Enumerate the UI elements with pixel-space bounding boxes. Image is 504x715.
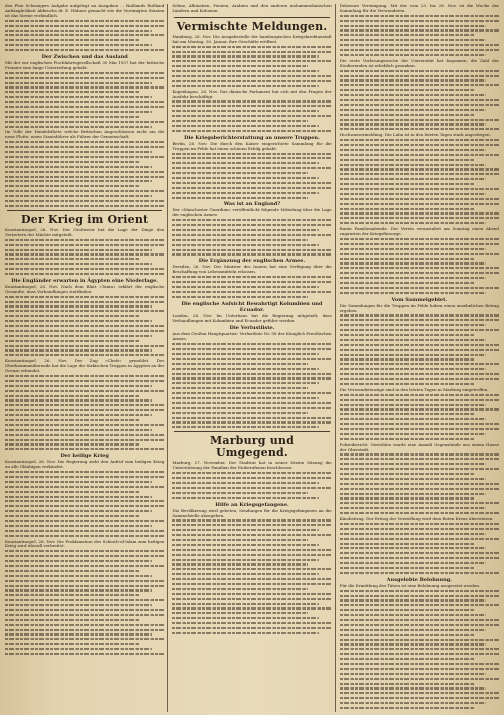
text-block bbox=[172, 100, 331, 131]
article-paragraph: Die erste Vorlesungswoche der Universität hat begonnen; die Zahl der Studierenden ist erheblich gesunken. bbox=[339, 57, 499, 68]
text-block bbox=[172, 219, 331, 255]
text-block bbox=[340, 15, 499, 56]
section-heading: Vom Sammelgebiet. bbox=[391, 296, 448, 303]
article-paragraph: Hochwassermeldung. Die Lahn ist in den letzten Tagen stark angestiegen. bbox=[339, 132, 491, 138]
text-block bbox=[340, 523, 499, 574]
section-heading: Hilfe an Kriegsgefangene. bbox=[215, 501, 289, 508]
section-title: Vermischte Meldungen. bbox=[176, 19, 328, 33]
text-block bbox=[5, 471, 164, 537]
article-paragraph: Söhne, Albinatien, Persien, Arabien und den anderen mohammedanischen Ländern und Kolonien. bbox=[172, 4, 332, 13]
column-3 bbox=[340, 4, 499, 712]
article-paragraph: Konstantinopel, 26. Nov. Der Großwesir hat die Lage der Dinge den Vertretern der Mächte mitgeteilt. bbox=[5, 226, 165, 237]
section-heading: Der Zwischen und das Ausland bbox=[41, 53, 128, 60]
text-block bbox=[5, 141, 164, 207]
section-heading: Was ist an England? bbox=[223, 201, 281, 208]
article-paragraph: Kopenhagen, 26. Nov. Das dänische Parlament hat sich mit den Fragen der Ausfuhr beschäftigt. bbox=[172, 88, 332, 99]
section-heading: Ausgelobte Belohnung. bbox=[386, 576, 453, 583]
article-paragraph: Marburg, 27. November. Der Stadtrat hat in seiner letzten Sitzung die Unterstützung der Familien der Einberufenen beschlossen. bbox=[172, 460, 332, 471]
text-block bbox=[172, 472, 331, 499]
article-paragraph: Dresden, 26. Nov. Der Minister des Innern hat eine Verfügung über die Beschaffung von Lebensmitteln erlassen. bbox=[172, 264, 332, 275]
article-paragraph: Bunte Familienabende. Der Verein veranstaltet am Sonntag einen Abend zugunsten der Kriegsfürsorge. bbox=[339, 226, 499, 237]
section-heading: Die Kriegsberichterstattung an unsere Truppen. bbox=[184, 134, 320, 141]
text-block bbox=[340, 394, 499, 440]
article-paragraph: Im Volle der Handelsflotte welche Britischen Angeschlossen nicht um die neue Flotte, einen Staatsführer als Führer der Gemeinschaft. bbox=[5, 129, 165, 140]
text-block bbox=[172, 153, 331, 199]
text-block bbox=[340, 238, 499, 294]
text-block bbox=[5, 72, 164, 128]
text-block bbox=[5, 550, 164, 655]
article-paragraph: London, 26. Nov. Im Unterhaus hat die Regierung mitgeteilt, dass Verhandlungen mit Kolumbien und Ecuador geführt werden. bbox=[172, 312, 332, 323]
column-1 bbox=[5, 4, 168, 712]
divider bbox=[7, 210, 162, 211]
text-block bbox=[340, 453, 499, 514]
text-block bbox=[172, 276, 331, 298]
article-paragraph: Die Verwundetenzüge sind in den letzten Tagen in Marburg eingetroffen. bbox=[339, 386, 489, 392]
section-heading: Die Verlustliste. bbox=[229, 325, 275, 332]
article-paragraph: Kinobeitrag. Der Ertrag der Vorstellung wird dem Roten Kreuz überwiesen. bbox=[339, 516, 494, 522]
text-block bbox=[340, 70, 499, 131]
article-paragraph: Konstantinopel, 26. Nov. Der Zug »Chefs« gemeldet. Der Oberkommandierende hat die Lage der türkischen Truppen in Ägypten an der Grenze erkundet. bbox=[5, 358, 165, 374]
article-paragraph: Polizeibericht. Gestohlen wurde eine Anzahl Gegenstände aus einem Hause der Oberstadt. bbox=[339, 441, 499, 452]
text-block bbox=[340, 314, 499, 385]
article-paragraph: Die Bevölkerung wird gebeten, Sendungen für die Kriegsgefangenen an die Sammelstelle abzugeben. bbox=[172, 507, 332, 518]
column-container bbox=[5, 4, 499, 712]
text-block bbox=[5, 20, 164, 51]
article-paragraph: Konstantinopel, 26. Nov. Die Regierung sieht den Aufruf zum heiligen Krieg an alle Gläubigen verkündet. bbox=[5, 459, 165, 470]
article-paragraph: Delaware Vereinigung. Mit der vom 23. bis 28. Nov. ist die Woche der Sammlung für die Verwundeten. bbox=[339, 4, 499, 13]
text-block bbox=[340, 590, 499, 712]
text-block bbox=[340, 139, 499, 224]
article-paragraph: Konstantinopel, 26. Nov. Nach dem Blatt »Tanin« erklärt der englische Gesandte, dass Verhandlungen stattfinden. bbox=[5, 283, 165, 294]
section-heading: Der heilige Krieg bbox=[60, 453, 109, 460]
article-paragraph: Konstantinopel, 26. Nov. Die Proklamation des Scheich-ul-Islam zum heiligen Krieg wird überall verbreitet. bbox=[5, 538, 165, 549]
article-paragraph: Der »Manchester Guardian« veröffentlicht folgende Mitteilung über die Lage der englischen Armee. bbox=[172, 207, 332, 218]
article-paragraph: Berlin, 26. Nov. Die durch den Kaiser eingerichtete Sammlung für die Truppen im Felde hat einen schönen Erfolg gehabt. bbox=[172, 140, 332, 151]
article-paragraph: Für die Ermittlung des Täters ist eine Belohnung ausgesetzt worden. bbox=[339, 582, 481, 588]
article-paragraph: Hamburg, 26. Nov. Die Ausgabestelle der hamburgischen Kriegskreditanstalt hat am Montag, 30. Januar, ihre Geschäfte eröffnet. bbox=[172, 33, 332, 44]
section-heading: Die englische Aufsicht Bewahrtigt Kolumbien und Ecuador. bbox=[181, 300, 323, 313]
text-block bbox=[5, 296, 164, 357]
text-block bbox=[172, 343, 331, 428]
text-block bbox=[5, 239, 164, 275]
section-heading: Die Ergänzung der englischen Armee. bbox=[198, 258, 306, 265]
section-heading: Die Engländer erwarten in Ägypten eine Niederlage. bbox=[11, 277, 159, 284]
section-title: Der Krieg im Orient bbox=[21, 212, 149, 226]
section-title: Marburg und Umgegend. bbox=[209, 434, 294, 460]
article-paragraph: Mit der zur englischen Fischfahrtsgesellschaft 30 Mai 1937 hat der britische Premier eine lange Unterredung gehabt. bbox=[5, 59, 165, 70]
text-block bbox=[172, 46, 331, 87]
article-paragraph: Aus dem Großen Hauptquartier: Verlustliste Nr. 58 der Königlich Preußischen Armee. bbox=[172, 331, 332, 342]
text-block bbox=[5, 375, 164, 450]
article-paragraph: den Plan Schwaigers Aufgabe aufgelegt an Ausgaben ... Rußlands Rußland Anhänglichkeit Abbruchs dr. E. Hühner gemacht wie die Vereinigten Staaten ist das Sirene verbindlich. bbox=[5, 4, 165, 18]
column-2 bbox=[172, 4, 335, 712]
text-block bbox=[172, 519, 331, 634]
article-paragraph: Die Sammlungen für die Truppen im Felde haben einen ansehnlichen Betrag ergeben. bbox=[339, 302, 499, 313]
divider bbox=[174, 17, 329, 18]
divider bbox=[174, 431, 329, 432]
